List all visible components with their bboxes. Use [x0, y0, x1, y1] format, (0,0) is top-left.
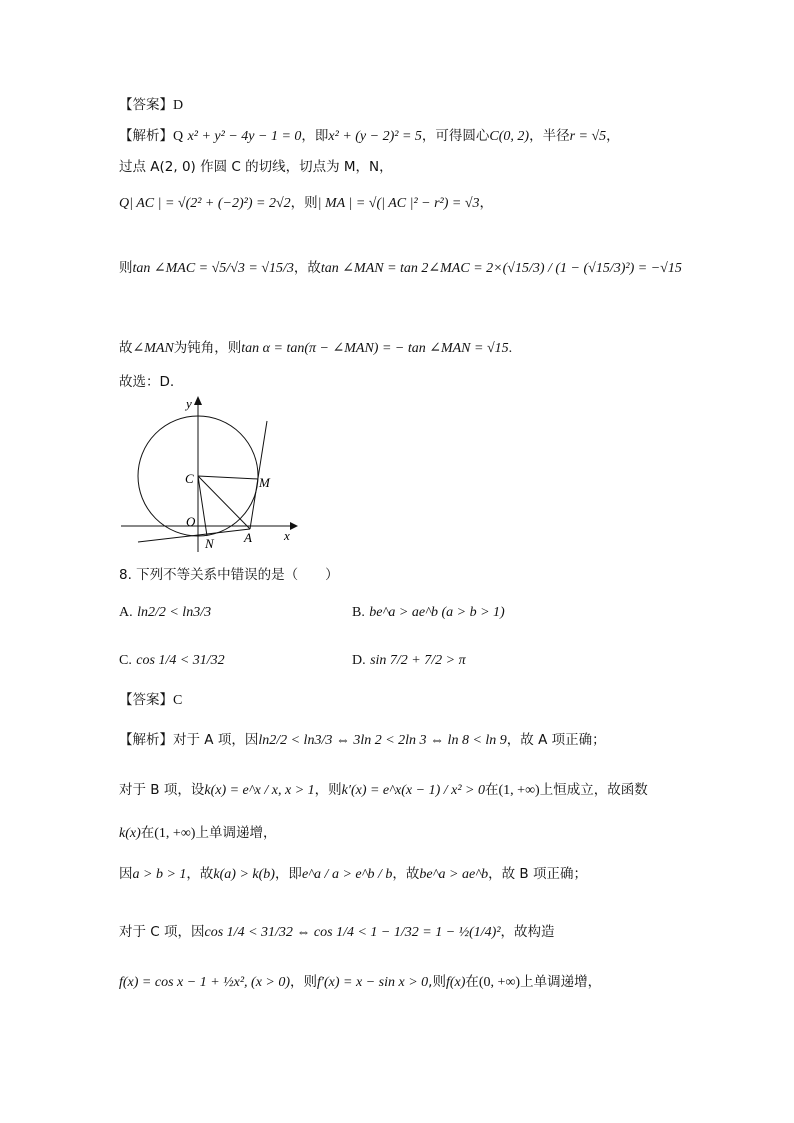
circle-equation: x² + y² − 4y − 1 = 0 — [187, 129, 302, 144]
a-chain: ln2/2 < ln3/3 ⇔ 3ln 2 < 2ln 3 ⇔ ln 8 < ln 9 — [258, 733, 507, 748]
length-line: Q| AC | = √(2² + (−2)²) = 2√2，则| MA | = √(| AC |² − r²) = √3， — [119, 195, 494, 211]
c-derivative: f′(x) = x − sin x > 0 — [317, 975, 429, 990]
option-d: D. sin 7/2 + 7/2 > π — [352, 653, 466, 668]
segment-cm — [198, 476, 258, 479]
obtuse-line: 故∠MAN为钝角，则tan α = tan(π − ∠MAN) = − tan ∠MAN = √15. — [119, 340, 513, 356]
angle-man: ∠MAN — [132, 341, 174, 356]
ac-length: Q| AC | = √(2² + (−2)²) = 2√2 — [119, 196, 291, 211]
tan-mac: tan ∠MAC = √5/√3 = √15/3 — [132, 261, 294, 276]
answer-value: D — [173, 98, 184, 113]
answer-value: C — [173, 693, 183, 708]
label-c: C — [185, 471, 194, 486]
analysis-b-line2: k(x)在(1, +∞)上单调递增， — [119, 825, 277, 841]
option-b: B. be^a > ae^b (a > b > 1) — [352, 605, 505, 620]
label-n: N — [205, 536, 214, 551]
circle-center: C(0, 2) — [489, 129, 530, 144]
option-a: A. ln2/2 < ln3/3 — [119, 605, 212, 620]
option-c: C. cos 1/4 < 31/32 — [119, 653, 225, 668]
ma-length: | MA | = √(| AC |² − r²) = √3 — [317, 196, 480, 211]
label-o: O — [186, 514, 196, 529]
standard-equation: x² + (y − 2)² = 5 — [328, 129, 422, 144]
tan-man: tan ∠MAN = tan 2∠MAC = 2×(√15/3) / (1 − (√15/3)²) = −√15 — [320, 261, 682, 276]
b-derivative: k′(x) = e^x(x − 1) / x² > 0 — [341, 783, 486, 798]
option-b-expr: be^a > ae^b (a > b > 1) — [369, 605, 505, 620]
analysis-a-line: 【解析】对于 A 项，因ln2/2 < ln3/3 ⇔ 3ln 2 < 2ln 3 ⇔ ln 8 < ln 9，故 A 项正确； — [119, 732, 606, 748]
b3-fraction: e^a / a > e^b / b — [301, 867, 393, 882]
answer-label: 【答案】 — [119, 692, 173, 708]
analysis-label: 【解析】 — [119, 128, 173, 144]
analysis-b-line3: 因a > b > 1，故k(a) > k(b)，即e^a / a > e^b / b，故be^a > ae^b，故 B 项正确； — [119, 866, 587, 882]
answer-8-line — [119, 690, 182, 711]
option-c-expr: cos 1/4 < 31/32 — [136, 653, 225, 668]
analysis-7-line1: 【解析】Q x² + y² − 4y − 1 = 0，即x² + (y − 2)² = 5，可得圆心C(0, 2)，半径r = √5， — [119, 128, 620, 144]
tan-alpha: tan α = tan(π − ∠MAN) = − tan ∠MAN = √15 — [241, 341, 509, 356]
segment-cn — [198, 476, 207, 536]
option-d-expr: sin 7/2 + 7/2 > π — [370, 653, 466, 668]
x-axis-arrow — [290, 522, 298, 530]
y-axis-arrow — [194, 396, 202, 405]
tangent-an — [138, 529, 250, 542]
analysis-c-line2: f(x) = cos x − 1 + ½x², (x > 0)，则f′(x) = x − sin x > 0,则f(x)在(0, +∞)上单调递增， — [119, 974, 602, 990]
q8-stem: 8. 下列不等关系中错误的是（ ） — [119, 567, 339, 583]
option-a-expr: ln2/2 < ln3/3 — [137, 605, 212, 620]
label-y: y — [186, 396, 192, 411]
b-function: k(x) = e^x / x, x > 1 — [204, 783, 315, 798]
analysis-b-line1: 对于 B 项，设k(x) = e^x / x, x > 1，则k′(x) = e^x(x − 1) / x² > 0在(1, +∞)上恒成立，故函数 — [119, 782, 648, 798]
analysis-label: 【解析】 — [119, 732, 173, 748]
analysis-c-line1: 对于 C 项，因cos 1/4 < 31/32 ⇔ cos 1/4 < 1 − 1/32 = 1 − ½(1/4)²，故构造 — [119, 924, 555, 940]
label-x: x — [284, 528, 290, 543]
c-function: f(x) = cos x − 1 + ½x², (x > 0) — [119, 975, 291, 990]
answer-label: 【答案】 — [119, 97, 173, 113]
segment-ca — [198, 476, 250, 529]
c-chain: cos 1/4 < 31/32 ⇔ cos 1/4 < 1 − 1/32 = 1 − ½(1/4)² — [204, 925, 501, 940]
tan-line: 则tan ∠MAC = √5/√3 = √15/3，故tan ∠MAN = tan 2∠MAC = 2×(√15/3) / (1 − (√15/3)²) = −√15 — [119, 260, 682, 276]
answer-7-line — [119, 95, 183, 116]
choice-text: 故选：D. — [119, 374, 175, 390]
label-a: A — [244, 530, 252, 545]
tangent-line-text: 过点 A(2, 0) 作圆 C 的切线，切点为 M，N， — [119, 159, 393, 175]
label-m: M — [259, 475, 270, 490]
circle-figure — [118, 392, 303, 554]
circle-radius: r = √5 — [569, 129, 607, 144]
